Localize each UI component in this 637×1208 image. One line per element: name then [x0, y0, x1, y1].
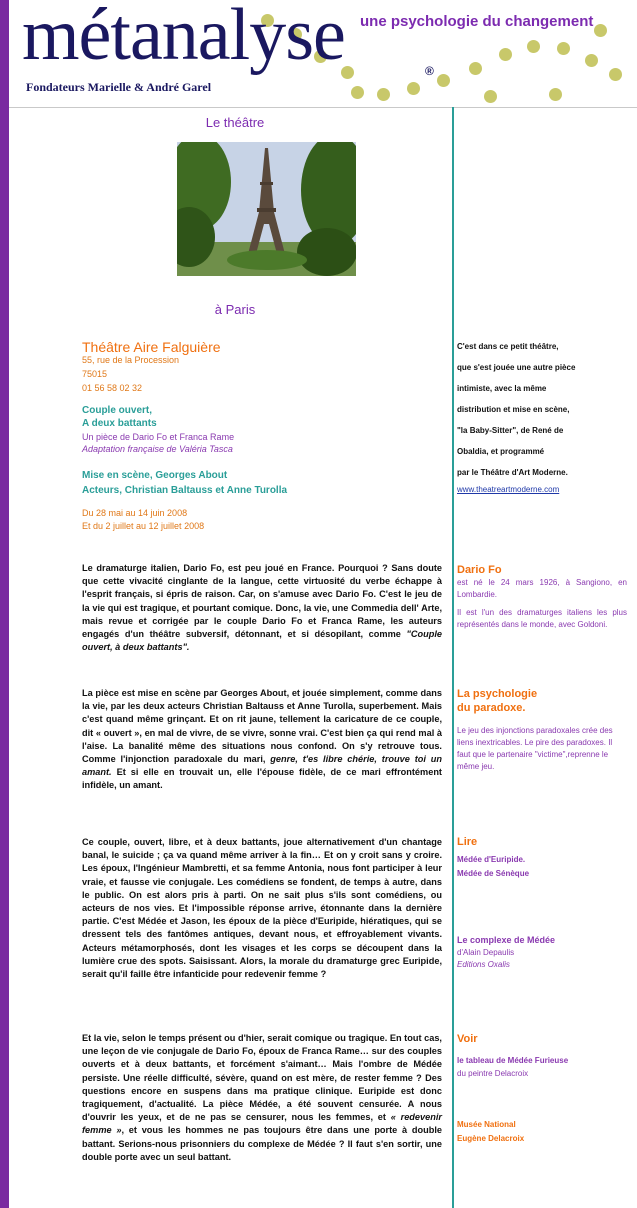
- decor-dot: [437, 74, 450, 87]
- sidebar-see: [457, 1032, 627, 1146]
- dates-line2: Et du 2 juillet au 12 juillet 2008: [82, 521, 205, 531]
- article-paragraph-4: [82, 1032, 442, 1164]
- dates-line1: Du 28 mai au 14 juin 2008: [82, 508, 188, 518]
- p2-italic: genre, t'es libre chérie, trouve toi un amant.: [82, 754, 443, 778]
- play-authors: Un pièce de Dario Fo et Franca Rame: [82, 432, 235, 442]
- p4-end: , et vous les hommes ne pas toujours être dans une porte à double battant. Serions-nous prisonniers du complexe de Médée ? Il faut s'en sortir, une double porte avec un seul battant.: [82, 1125, 443, 1162]
- decor-dot: [609, 68, 622, 81]
- psychology-heading-line2: du paradoxe.: [457, 702, 526, 714]
- decor-dot: [499, 48, 512, 61]
- eiffel-tower-photo: [177, 142, 356, 276]
- play-adaptation: Adaptation française de Valéria Tasca: [82, 444, 233, 454]
- decor-dot: [469, 62, 482, 75]
- painter: du peintre Delacroix: [457, 1069, 529, 1078]
- run-dates: [82, 507, 442, 533]
- museum-line2: Eugène Delacroix: [457, 1134, 525, 1143]
- psychology-text: Le jeu des injonctions paradoxales crée des liens inextricables. Le pire des paradoxes. Il faut que le partenaire "victime",reprenne le même jeu.: [457, 726, 613, 771]
- p2-text: La pièce est mise en scène par Georges About, et jouée simplement, comme dans la vie, par les deux acteurs Christian Baltauss et Anne Turolla, superbement. Mais c'est quand même grinçant. Et on rit jaune, tellement la caricature de ce couple, dit « ouvert », en mal de vivre, de se vivre, sonne vrai. C'est bien ça qui rend mal à l'aise. La banalité même des situations nous confond. On s'y retrouve tous. Comme l'injonction paradoxale du mari,: [82, 688, 442, 765]
- section-title: Le théâtre: [205, 115, 265, 130]
- credits-actors: Acteurs, Christian Baltauss et Anne Turolla: [82, 485, 288, 496]
- dario-fo-heading: Dario Fo: [457, 564, 502, 576]
- intro-line: intimiste, avec la même: [457, 384, 547, 393]
- venue-street: 55, rue de la Procession: [82, 355, 180, 365]
- intro-line: que s'est jouée une autre pièce: [457, 363, 576, 372]
- decor-dot: [407, 82, 420, 95]
- intro-line: distribution et mise en scène,: [457, 405, 570, 414]
- sidebar-intro: [457, 336, 627, 494]
- p2-end: Et si elle en trouvait un, elle l'épouse fidèle, de ce mari effrontément infidèle, un amant.: [82, 767, 442, 791]
- article-paragraph-1: [82, 562, 442, 654]
- left-accent-bar: [0, 0, 9, 1208]
- decor-dot: [377, 88, 390, 101]
- venue-name: Théâtre Aire Falguière: [82, 339, 221, 355]
- article-paragraph-2: [82, 687, 442, 793]
- venue-postcode: 75015: [82, 369, 108, 379]
- intro-line: Obaldia, et programmé: [457, 447, 545, 456]
- site-logo[interactable]: métanalyse: [22, 0, 345, 76]
- p1-text: Le dramaturge italien, Dario Fo, est peu joué en France. Pourquoi ? Sans doute que cette vivacité cinglante de la langue, cette virtuosité du verbe échappe à l'esprit français, si épris de raison. Car, on s'amuse avec Dario Fo. C'est le jeu de la vie qui est tragique, et pourtant comique. Donc, la vie, une Commedia dell' Arte, mais revue et corrigée par le couple Dario Fo et Franca Rame, les auteurs engagés d'un théâtre subversif, détonnant, et si désopilant, comme: [82, 563, 442, 640]
- site-tagline: une psychologie du changement: [360, 13, 594, 30]
- read-item2: Médée de Sénèque: [457, 869, 530, 878]
- column-divider: [452, 107, 454, 1208]
- read-heading: Lire: [457, 836, 478, 848]
- p4-text: Et la vie, selon le temps présent ou d'hier, serait comique ou tragique. En tout cas, une leçon de vie conjugale de Dario Fo, époux de Franca Rame… sur des couples ouverts et à deux battants, et forcément s'aimant… Mais l'ombre de Médée persiste. Une réelle difficulté, sévère, quand on est mère, de rester femme ? Des questions encore en suspens dans ma pratique clinique. Euripide est donc tragiquement, d'actualité. La pièce Médée, a été souvent censurée. A nous d'ouvrir les yeux, et de ne pas se censurer, nous les femmes, et: [82, 1033, 442, 1123]
- p4-italic: « redevenir femme »: [82, 1112, 442, 1136]
- sidebar-dario-fo: [457, 563, 627, 631]
- intro-line: "la Baby-Sitter", de René de: [457, 426, 564, 435]
- painting-title: le tableau de Médée Furieuse: [457, 1056, 569, 1065]
- sidebar-psychology: [457, 687, 627, 773]
- book-title: Le complexe de Médée: [457, 935, 556, 945]
- decor-dot: [585, 54, 598, 67]
- decor-dot: [484, 90, 497, 103]
- sidebar-read: [457, 835, 627, 971]
- intro-line: par le Théâtre d'Art Moderne.: [457, 468, 568, 477]
- book-author: d'Alain Depaulis: [457, 948, 515, 957]
- museum-line1: Musée National: [457, 1120, 516, 1129]
- venue-address: [82, 354, 442, 394]
- decor-dot: [549, 88, 562, 101]
- book-publisher: Editions Oxalis: [457, 960, 510, 969]
- decor-dot: [594, 24, 607, 37]
- p1-italic: "Couple ouvert, à deux battants".: [82, 629, 442, 653]
- credits-direction: Mise en scène, Georges About: [82, 470, 228, 481]
- decor-dot: [557, 42, 570, 55]
- play-info: [82, 404, 442, 455]
- psychology-heading-line1: La psychologie: [457, 688, 538, 700]
- city-caption: à Paris: [214, 302, 256, 317]
- play-title-line2: A deux battants: [82, 418, 157, 429]
- article-paragraph-3: [82, 836, 442, 981]
- decor-dot: [351, 86, 364, 99]
- decor-dot: [527, 40, 540, 53]
- dario-fo-bio: est né le 24 mars 1926, à Sangiono, en Lombardie.: [457, 578, 627, 599]
- intro-line: C'est dans ce petit théâtre,: [457, 342, 559, 351]
- see-heading: Voir: [457, 1033, 478, 1045]
- theatre-website-link[interactable]: www.theatreartmoderne.com: [457, 485, 560, 494]
- read-item1: Médée d'Euripide.: [457, 855, 526, 864]
- founders-line: Fondateurs Marielle & André Garel: [26, 80, 212, 94]
- dario-fo-note: Il est l'un des dramaturges italiens les plus représentés dans le monde, avec Goldoni.: [457, 608, 627, 629]
- credits: [82, 468, 442, 498]
- venue-phone: 01 56 58 02 32: [82, 383, 143, 393]
- p3-text: Ce couple, ouvert, libre, et à deux battants, joue alternativement d'un chantage banal, le suicide ; ça va quand même arriver à la fin… Et on y croit sans y croire. Les époux, l'Ingénieur Mambretti, et sa femme Antonia, nous font participer à leur vraie, et fausse vie conjugale. Les comédiens se fondent, de temps à autre, dans le public. On est alors pris à parti. On ne sait plus s'ils sont comédiens, ou acteurs de nos vies. Et l'impossible réponse arrive, étonnante dans la dernière partie. C'est Médée et Jason, les époux de la pièce d'Euripide, hiératiques, qui se dressent tels des fantômes antiques, devant nous, et effroyablement vivants. Acteurs métamorphosés, dont les visages et les corps se découpent dans la lumière crue des spots. Saisissant. Alors, la morale du dramaturge grec Euripide, serait qu'il faille être infanticide pour redevenir femme ?: [82, 837, 442, 980]
- play-title-line1: Couple ouvert,: [82, 405, 153, 416]
- registered-mark: ®: [425, 64, 434, 78]
